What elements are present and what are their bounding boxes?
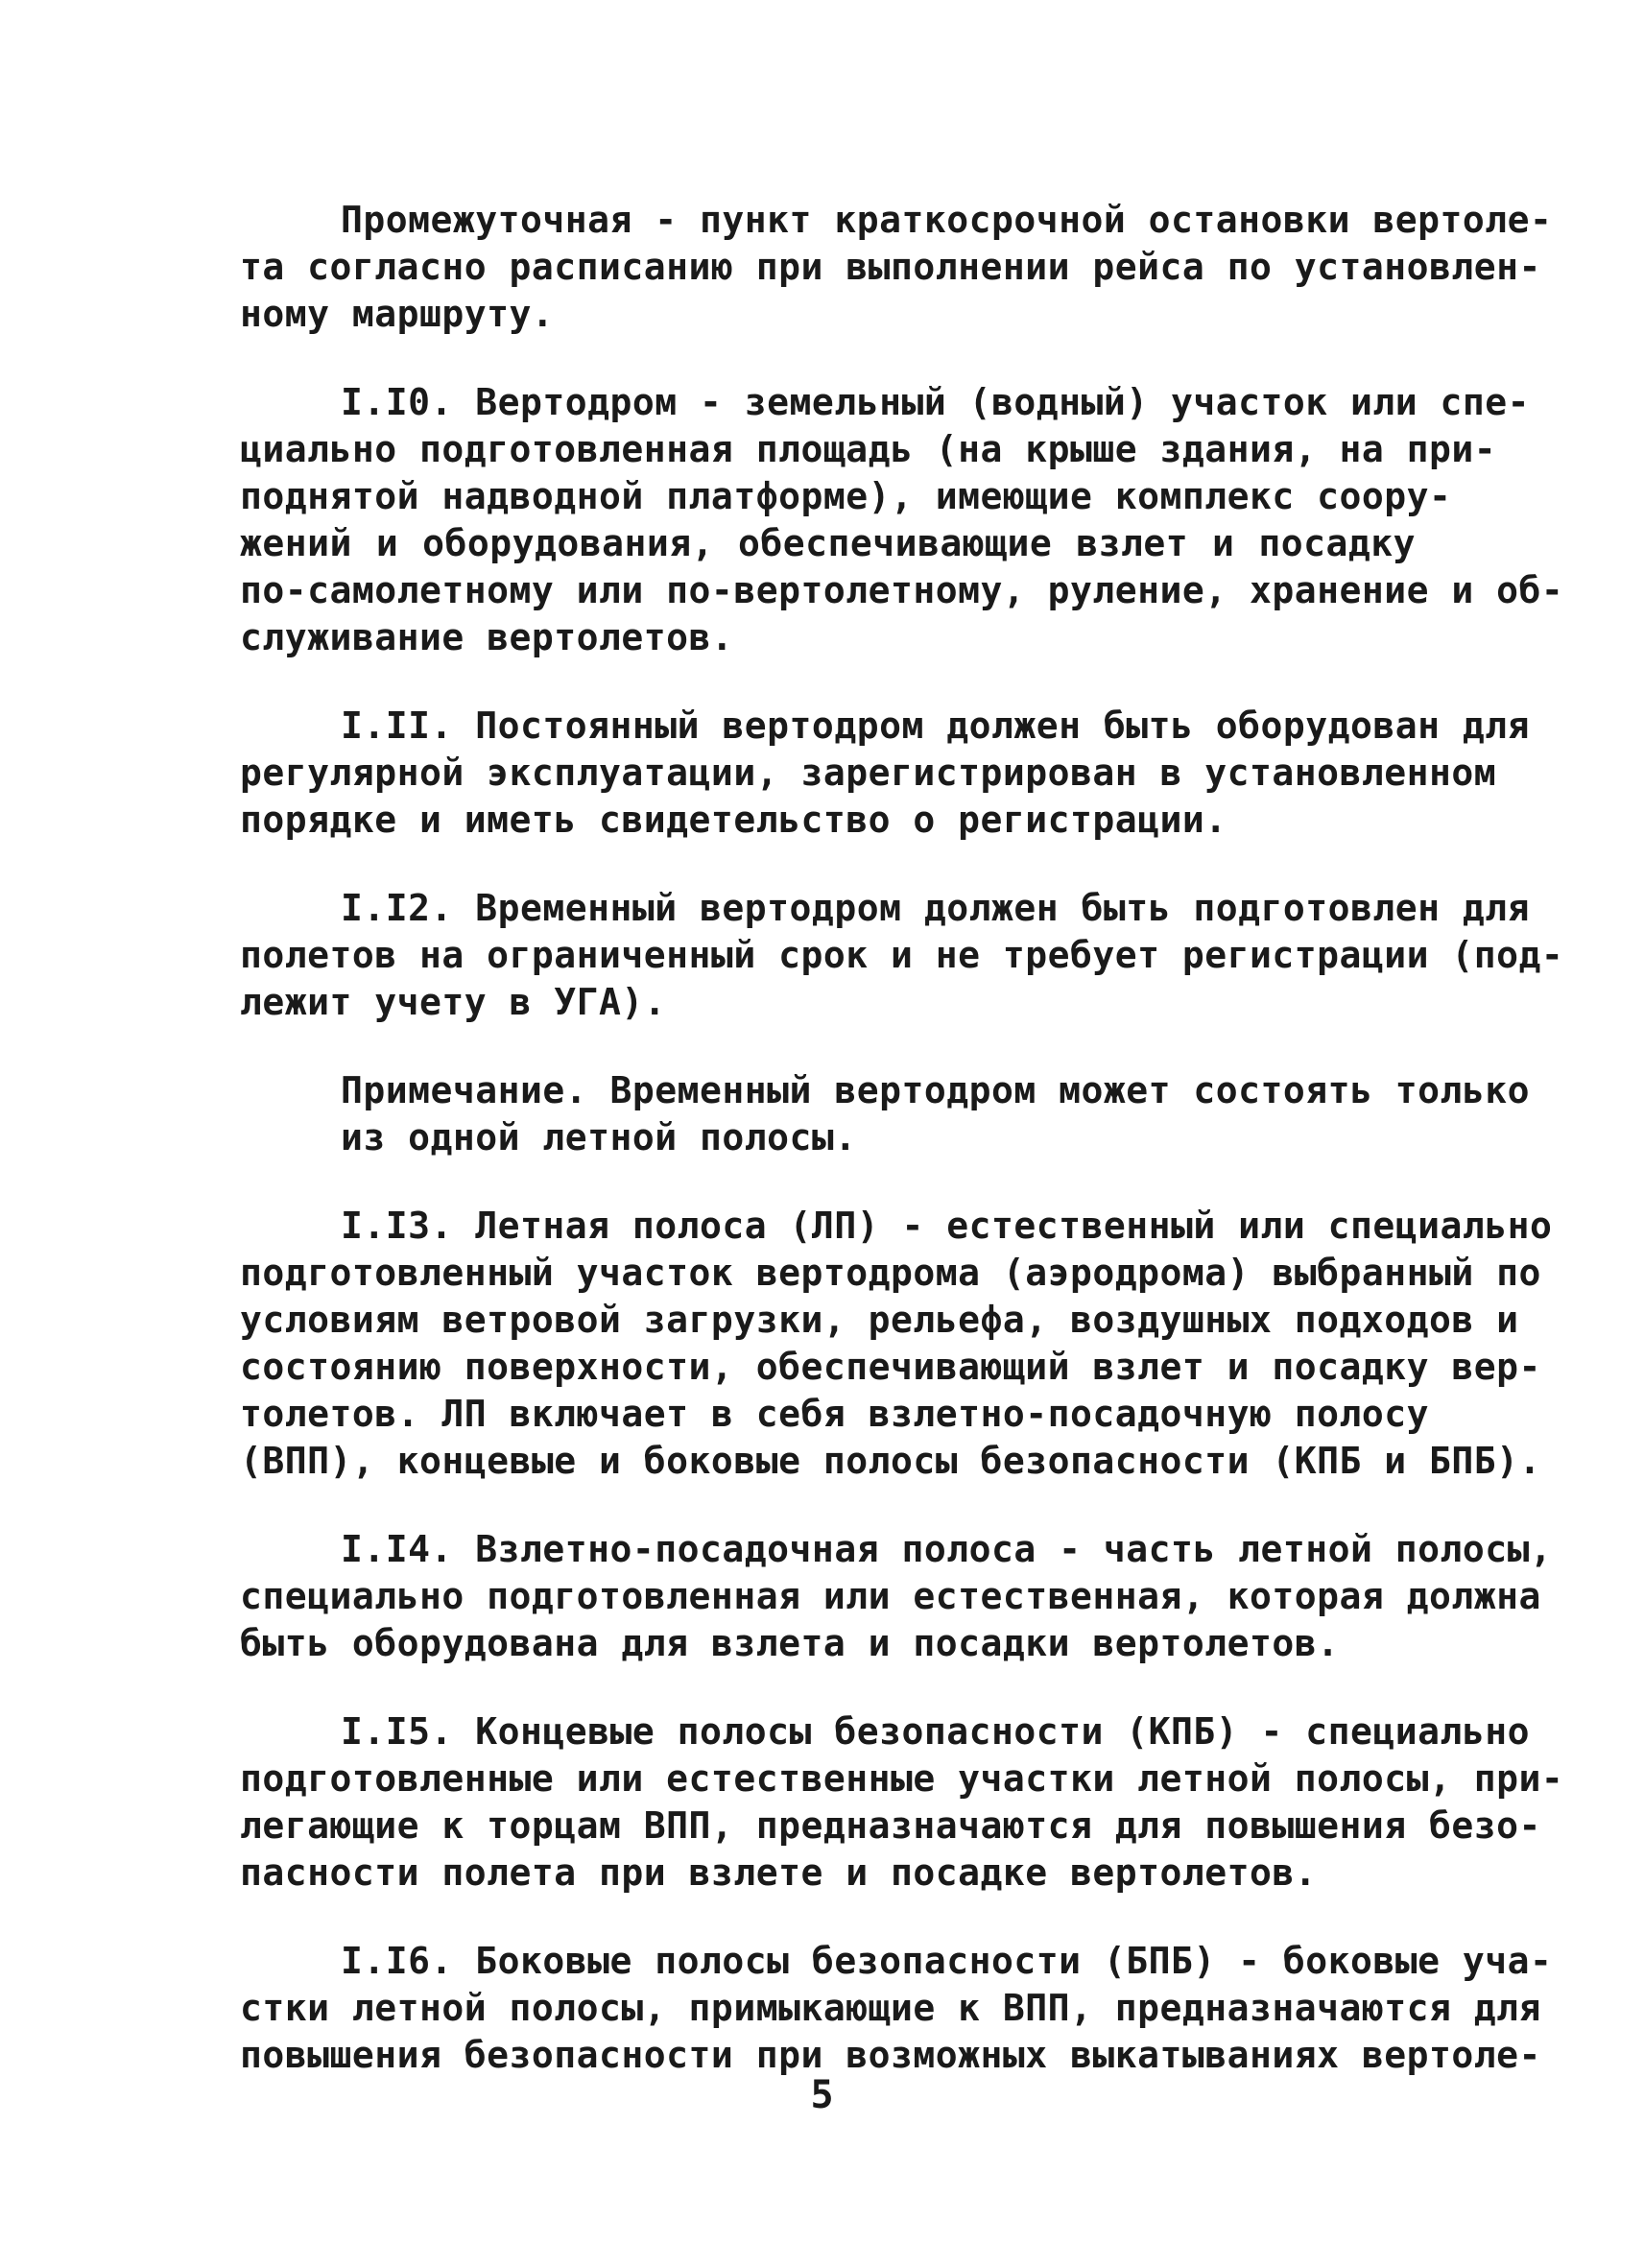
text-line: стки летной полосы, примыкающие к ВПП, предназначаются для: [240, 1987, 1541, 2029]
text-line: легающие к торцам ВПП, предназначаются для повышения безо-: [240, 1804, 1541, 1847]
text-line: I.I5. Концевые полосы безопасности (КПБ) - специально: [341, 1710, 1531, 1753]
text-line: подготовленные или естественные участки летной полосы, при-: [240, 1757, 1564, 1800]
page-number: 5: [810, 2073, 834, 2117]
text-line: I.I2. Временный вертодром должен быть подготовлен для: [341, 887, 1531, 929]
text-line: поднятой надводной платформе), имеющие комплекс соору-: [240, 475, 1452, 517]
paragraph-p1-12: [240, 885, 1564, 1026]
paragraph-p1-13: [240, 1203, 1553, 1485]
text-line: (ВПП), концевые и боковые полосы безопасности (КПБ и БПБ).: [240, 1440, 1541, 1482]
text-line: Промежуточная - пункт краткосрочной остановки вертоле-: [341, 199, 1553, 241]
text-line: та согласно расписанию при выполнении рейса по установлен-: [240, 246, 1541, 288]
document-body: [240, 197, 1564, 2120]
text-line: по-самолетному или по-вертолетному, руление, хранение и об-: [240, 569, 1564, 611]
note-paragraph: [240, 1067, 1531, 1161]
paragraph-p1-10: [240, 379, 1564, 661]
text-line: I.I6. Боковые полосы безопасности (БПБ) - боковые уча-: [341, 1940, 1553, 1982]
text-line: I.II. Постоянный вертодром должен быть оборудован для: [341, 704, 1531, 747]
text-line: пасности полета при взлете и посадке вертолетов.: [240, 1851, 1318, 1894]
text-line: из одной летной полосы.: [341, 1116, 857, 1158]
text-line: служивание вертолетов.: [240, 616, 734, 658]
paragraph-p1-11: [240, 703, 1531, 844]
text-line: специально подготовленная или естественная, которая должна: [240, 1575, 1541, 1617]
text-line: I.I3. Летная полоса (ЛП) - естественный или специально: [341, 1205, 1553, 1247]
text-line: полетов на ограниченный срок и не требует регистрации (под-: [240, 934, 1564, 976]
paragraph-p1-16: [240, 1938, 1553, 2079]
paragraph-intermediate: [240, 197, 1553, 338]
text-line: толетов. ЛП включает в себя взлетно-посадочную полосу: [240, 1393, 1430, 1435]
text-line: лежит учету в УГА).: [240, 981, 667, 1023]
text-line: повышения безопасности при возможных выкатываниях вертоле-: [240, 2034, 1541, 2076]
text-line: состоянию поверхности, обеспечивающий взлет и посадку вер-: [240, 1346, 1541, 1388]
text-line: циально подготовленная площадь (на крыше здания, на при-: [240, 428, 1497, 470]
text-line: I.I0. Вертодром - земельный (водный) участок или спе-: [341, 381, 1531, 423]
paragraph-p1-15: [240, 1708, 1564, 1897]
text-line: Примечание. Временный вертодром может состоять только: [341, 1069, 1531, 1111]
text-line: условиям ветровой загрузки, рельефа, воздушных подходов и: [240, 1299, 1519, 1341]
text-line: быть оборудована для взлета и посадки вертолетов.: [240, 1622, 1340, 1664]
text-line: подготовленный участок вертодрома (аэродрома) выбранный по: [240, 1252, 1541, 1294]
text-line: регулярной эксплуатации, зарегистрирован в установленном: [240, 752, 1497, 794]
text-line: I.I4. Взлетно-посадочная полоса - часть летной полосы,: [341, 1528, 1553, 1570]
paragraph-p1-14: [240, 1526, 1553, 1667]
text-line: порядке и иметь свидетельство о регистрации.: [240, 799, 1227, 841]
text-line: жений и оборудования, обеспечивающие взлет и посадку: [240, 522, 1416, 564]
text-line: ному маршруту.: [240, 293, 555, 335]
